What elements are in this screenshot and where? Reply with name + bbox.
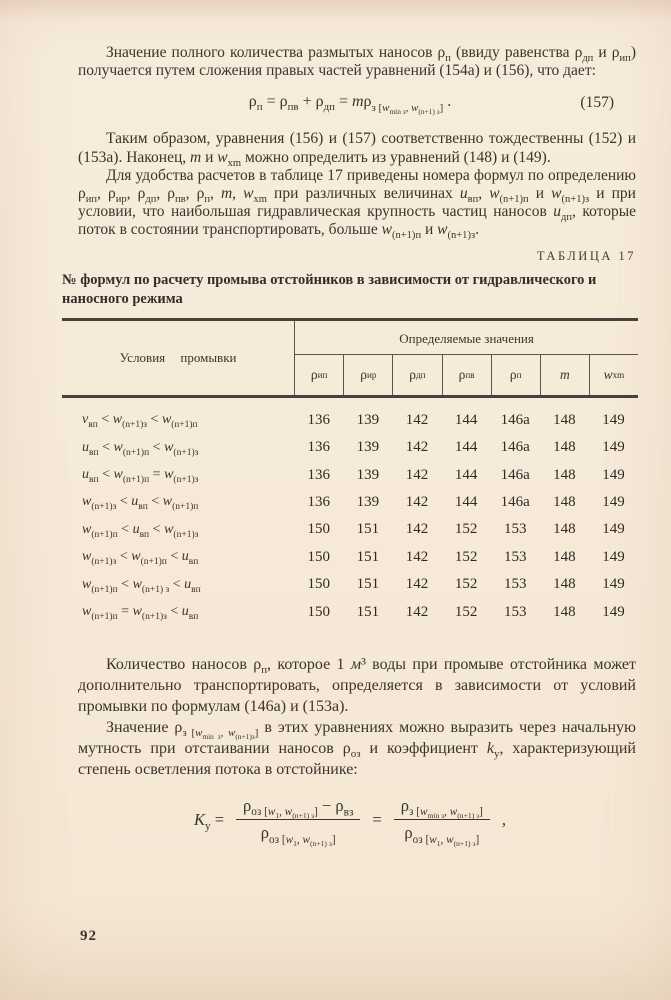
paragraph-4: Количество наносов $\rho_п$, которое 1 м³ воды при промыве отстойника может дополнительно транспортировать, определяется в зависимости от условий промывки по формулам (146а) и (153а).: [78, 655, 637, 715]
row-condition: $u_{вп} < w_{(n+1)п} < w_{(n+1)з}$: [82, 439, 199, 458]
row-value-cell: 148: [553, 603, 576, 620]
equation-157: [78, 93, 622, 119]
row-value-cell: 148: [553, 439, 576, 456]
row-value-cell: 152: [454, 521, 478, 538]
table-caption: № формул по расчету промыва отстойников в зависимости от гидравлического и наносного режима: [62, 271, 597, 307]
fraction-numerator: $\rho_{оз [w_1, w_{(n+1) з}]} - \rho_{вз}$: [236, 796, 360, 821]
row-value-cell: 151: [356, 576, 380, 593]
row-value-cell: 148: [553, 548, 576, 565]
row-value-cell: 150: [307, 548, 330, 565]
row-value-cell: 152: [454, 548, 478, 565]
row-value-cell: 152: [454, 603, 478, 620]
table-header: [62, 321, 638, 398]
equation-ky-equals: =: [372, 809, 382, 829]
column-header: ρ п: [491, 355, 540, 395]
row-value-cell: 153: [503, 548, 527, 565]
row-value-cell: 149: [602, 603, 625, 620]
row-value-cell: 153: [503, 603, 527, 620]
row-condition: $u_{вп} < w_{(n+1)п} = w_{(n+1)з}$: [82, 467, 199, 485]
fraction-numerator: $\rho_{з [w_{min з}, w_{(n+1) з}]}$: [394, 796, 490, 821]
row-value-cell: 148: [553, 466, 576, 483]
formula-table: [62, 318, 638, 626]
table-row: [62, 571, 638, 598]
equation-ky-comma: ,: [501, 809, 507, 829]
row-value-cell: 142: [405, 439, 429, 456]
row-value-cell: 152: [454, 576, 478, 593]
table-group-header: Определяемые значения: [295, 321, 638, 355]
equation-ky: [62, 795, 638, 848]
row-value-cell: 151: [356, 548, 380, 565]
row-values: [294, 439, 638, 456]
row-value-cell: 148: [553, 576, 576, 593]
row-value-cell: 150: [307, 521, 330, 538]
row-value-cell: 144: [454, 466, 478, 483]
row-values: [294, 412, 638, 429]
row-value-cell: 148: [553, 521, 576, 538]
row-value-cell: 153: [503, 521, 527, 538]
table-tag: ТАБЛИЦА 17: [536, 248, 636, 263]
table-row: [62, 434, 638, 461]
row-value-cell: 142: [405, 493, 429, 510]
paragraph-2: Таким образом, уравнения (156) и (157) соответственно тождественны (152) и (153а). Наконец, m и $w_{xm}$ можно определить из уравнений (148) и (149).: [78, 130, 636, 169]
row-condition: $w_{(n+1)п} < w_{(n+1) з} < u_{вп}$: [82, 576, 201, 595]
row-value-cell: 139: [356, 439, 380, 456]
equation-157-number: (157): [580, 94, 614, 112]
row-value-cell: 142: [405, 411, 429, 428]
row-value-cell: 142: [405, 466, 429, 483]
page-number: 92: [80, 928, 97, 944]
row-values: [294, 604, 638, 621]
row-value-cell: 151: [356, 521, 380, 538]
row-values: [294, 549, 638, 566]
row-values: [294, 576, 638, 593]
column-header: ρ пв: [442, 355, 491, 395]
equation-ky-lhs: $K_y$ =: [193, 809, 225, 833]
paragraph-5: Значение $\rho_{з [w_{min з}, w_{(n+1)з}]}$ в этих уравнениях можно выразить через начальную мутность при отстаивании наносов $\rho_{оз}$ и коэффициент $k_y$, характеризующий степень осветления потока в отстойнике:: [78, 718, 637, 778]
table-subcolumns: [295, 355, 638, 395]
column-header: ρ ип: [310, 366, 328, 382]
table-row: [62, 544, 638, 571]
row-value-cell: 139: [356, 493, 380, 510]
row-value-cell: 136: [307, 493, 330, 510]
row-value-cell: 142: [405, 521, 429, 538]
lower-section: [62, 654, 638, 848]
row-value-cell: 151: [356, 603, 380, 620]
row-value-cell: 149: [602, 548, 625, 565]
row-value-cell: 149: [602, 576, 625, 593]
row-condition: $w_{(n+1)п} < u_{вп} < w_{(n+1)з}$: [82, 521, 199, 540]
table-row: [62, 407, 638, 434]
row-value-cell: 150: [307, 603, 330, 620]
row-value-cell: 142: [405, 548, 429, 565]
row-value-cell: 144: [454, 411, 478, 428]
table-row: [62, 489, 638, 516]
row-value-cell: 139: [356, 466, 380, 483]
table-body: [62, 398, 638, 626]
table-row: [62, 461, 638, 488]
row-value-cell: 146а: [500, 466, 530, 483]
row-value-cell: 139: [356, 411, 380, 428]
row-values: [294, 467, 638, 484]
row-value-cell: 136: [307, 411, 330, 428]
column-header: m: [540, 355, 589, 395]
row-value-cell: 153: [503, 576, 527, 593]
row-value-cell: 149: [602, 521, 625, 538]
row-value-cell: 149: [602, 411, 625, 428]
row-value-cell: 149: [602, 439, 625, 456]
row-value-cell: 136: [307, 439, 330, 456]
row-value-cell: 150: [307, 576, 330, 593]
row-value-cell: 146а: [500, 493, 530, 510]
row-condition: $w_{(n+1)з} < u_{вп} < w_{(n+1)п}$: [82, 494, 199, 513]
row-condition: $w_{(n+1)з} < w_{(n+1)п} < u_{вп}$: [82, 549, 199, 568]
row-condition: $w_{(n+1)п} = w_{(n+1)з} < u_{вп}$: [82, 604, 199, 622]
row-value-cell: 149: [602, 466, 625, 483]
paragraph-3: Для удобства расчетов в таблице 17 приведены номера формул по определению $\rho_{ип}$, $\rho_{ир}$, $\rho_{дп}$, $\rho_{пв}$, $\rho_п$, m, $w_{xm}$ при различных величинах $u_{вп}$, $w_{(n+1)п}$ и $w_{(n+1)з}$ и при условии, что наибольшая гидравлическая крупность частиц наносов $u_{дп}$, которые поток в состоянии транспортировать, больше $w_{(n+1)п}$ и $w_{(n+1)з}$.: [78, 166, 636, 242]
row-value-cell: 149: [602, 493, 625, 510]
equation-ky-fraction-2: [394, 795, 490, 848]
column-header: w xm: [589, 355, 638, 395]
row-value-cell: 142: [405, 603, 429, 620]
fraction-denominator: $\rho_{оз [w_1, w_{(n+1) з}]}$: [260, 823, 336, 848]
table-header-conditions: Условия промывки: [62, 321, 295, 395]
equation-ky-fraction-1: [236, 795, 360, 848]
row-value-cell: 136: [307, 466, 330, 483]
row-values: [294, 521, 638, 538]
table-header-values: [295, 321, 638, 395]
row-value-cell: 142: [405, 576, 429, 593]
row-value-cell: 146а: [500, 411, 530, 428]
row-value-cell: 146а: [500, 439, 530, 456]
row-condition: $v_{вп} < w_{(n+1)з} < w_{(n+1)п}$: [82, 412, 198, 431]
row-value-cell: 148: [553, 411, 576, 428]
equation-157-body: $\rho_п = \rho_{пв} + \rho_{дп} = m\rho_{з [w_{min з}, w_{(n+1) з}]}$ .: [248, 93, 452, 116]
column-header: ρ ир: [343, 355, 392, 395]
column-header: ρ дп: [392, 355, 441, 395]
row-values: [294, 494, 638, 511]
row-value-cell: 148: [553, 493, 576, 510]
row-value-cell: 144: [454, 439, 478, 456]
row-value-cell: 144: [454, 493, 478, 510]
table-row: [62, 516, 638, 543]
table-row: [62, 598, 638, 625]
fraction-denominator: $\rho_{оз [w_1, w_{(n+1) з}]}$: [404, 823, 480, 848]
paragraph-1: Значение полного количества размытых наносов $\rho_п$ (ввиду равенства $\rho_{дп}$ и $\rho_{ип}$) получается путем сложения правых частей уравнений (154а) и (156), что дает:: [78, 44, 636, 80]
